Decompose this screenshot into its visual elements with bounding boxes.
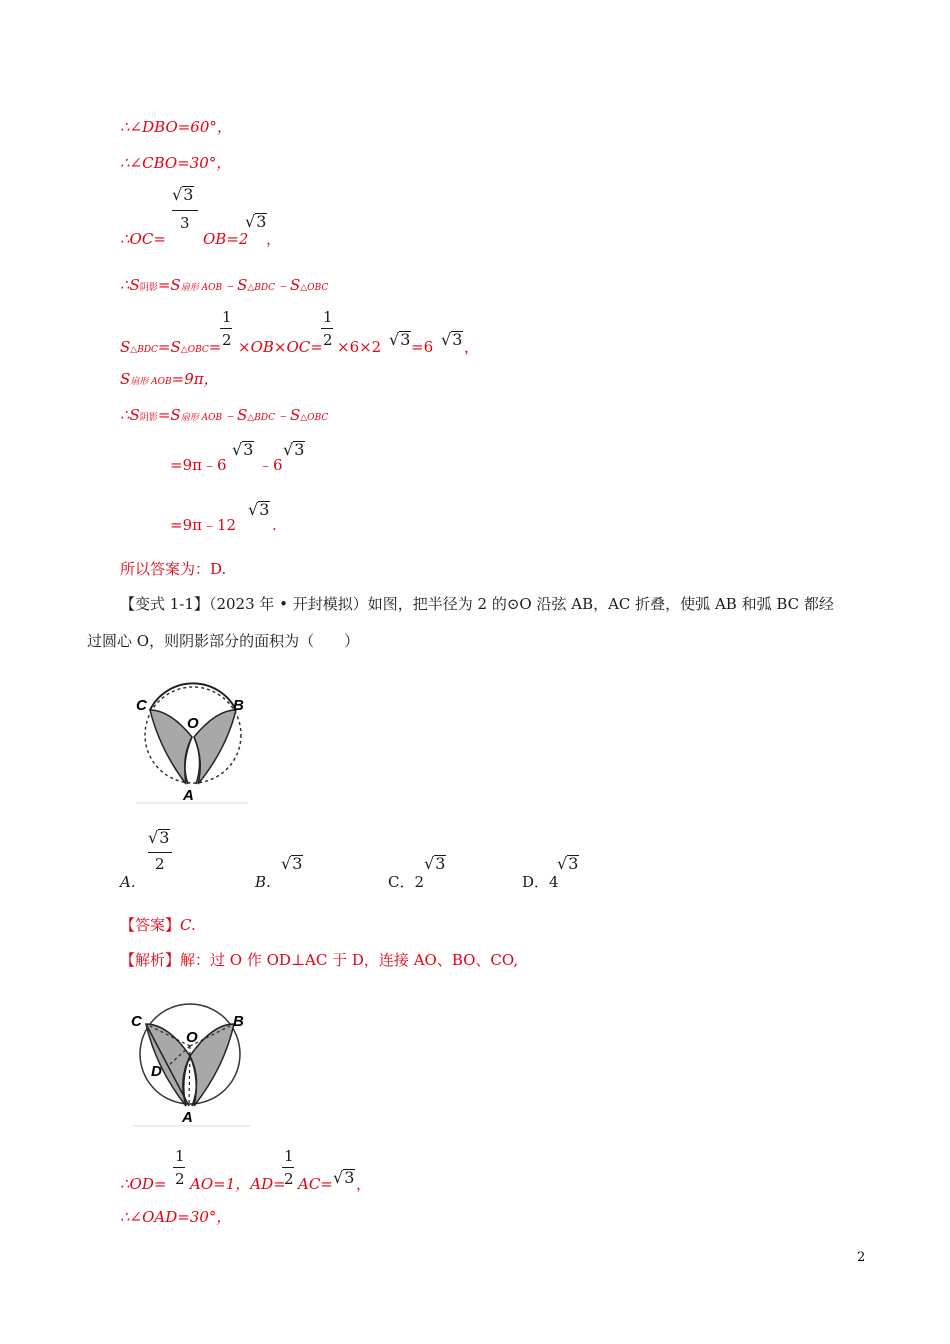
analysis-line: 【解析】解：过 O 作 OD⊥AC 于 D，连接 AO、BO、CO, [120,951,519,969]
half-num: 1 [323,308,333,326]
step-shade-formula-2: ∴S阴影=S扇形 AOB﹣S△BDC﹣S△OBC [120,406,329,424]
step-shade-formula: ∴S阴影=S扇形 AOB﹣S△BDC﹣S△OBC [120,276,329,294]
fig1-label-c: C [136,697,147,714]
step-triangle-area: S△BDC=S△OBC= [120,338,222,356]
half-den: 2 [284,1170,294,1188]
fraction-bar [282,1167,294,1168]
final-od-label: ∴OD= [120,1175,167,1193]
option-b-sqrt3: √3 [281,854,303,873]
option-c-sqrt3: √3 [424,854,446,873]
figure-folded-circle [130,680,255,806]
fig2-label-b: B [233,1013,244,1030]
step-calc-1: =9π﹣6 [170,456,227,474]
comma: ， [266,230,282,248]
final-ao-ad: AO=1，AD= [190,1175,286,1193]
option-d-sqrt3: √3 [557,854,579,873]
fraction-bar [173,1167,185,1168]
half-den: 2 [222,331,232,349]
step-oc-label: ∴OC= [120,230,166,248]
option-c-label: C．2 [388,873,425,891]
answer-conclusion: 所以答案为：D. [120,560,227,578]
fig1-label-a: A [183,787,194,804]
fraction-bar [220,328,232,329]
problem-line-2: 过圆心 O，则阴影部分的面积为（ ） [87,632,360,650]
frac-denominator: 3 [180,214,190,232]
comma: ， [464,338,480,356]
option-b-label: B. [255,873,271,891]
final-ac: AC= [298,1175,333,1193]
step-angle-cbo: ∴∠CBO=30°， [120,154,232,172]
page-number: 2 [857,1250,866,1265]
sqrt3-term: √3 [283,440,305,459]
option-d-label: D．4 [522,873,559,891]
step-triangle-product: ×6×2 [337,338,382,356]
answer-line: 【答案】C. [120,916,196,934]
half-num: 1 [222,308,232,326]
step-triangle-mid: ×OB×OC= [238,338,323,356]
problem-line-1: 【变式 1-1】（2023 年 • 开封模拟）如图，把半径为 2 的⊙O 沿弦 AB，AC 折叠，使弧 AB 和弧 BC 都经 [120,595,834,613]
sqrt3-term: √3 [248,500,270,519]
step-oc-ob: OB=2 [203,230,249,248]
step-triangle-result: =6 [411,338,434,356]
fig2-label-o: O [186,1029,198,1046]
half-num: 1 [175,1147,185,1165]
fig2-label-c: C [131,1013,142,1030]
fraction-bar [172,210,198,211]
option-a-label: A. [120,873,136,891]
option-a-sqrt3: √3 [148,828,170,847]
option-a-den: 2 [155,855,165,873]
period: . [272,516,277,534]
frac-sqrt3-numerator: √3 [172,185,194,204]
fig1-label-b: B [233,697,244,714]
figure-solution-circle [126,996,254,1128]
step-calc-2: =9π﹣12 [170,516,237,534]
sqrt3-term: √3 [245,212,267,231]
comma: ， [356,1175,372,1193]
step-sector-area: S扇形 AOB=9π， [120,370,219,388]
sqrt3-term: √3 [441,330,463,349]
half-den: 2 [323,331,333,349]
sqrt3-term: √3 [232,440,254,459]
fig2-label-d: D [151,1063,162,1080]
step-calc-1b: ﹣6 [258,456,283,474]
fraction-bar [321,328,333,329]
fraction-bar [148,852,172,853]
final-angle-oad: ∴∠OAD=30°， [120,1208,232,1226]
sqrt3-term: √3 [333,1168,355,1187]
half-den: 2 [175,1170,185,1188]
step-angle-dbo: ∴∠DBO=60°， [120,118,232,136]
half-num: 1 [284,1147,294,1165]
fig1-label-o: O [187,715,199,732]
sqrt3-term: √3 [389,330,411,349]
fig2-label-a: A [182,1109,193,1126]
